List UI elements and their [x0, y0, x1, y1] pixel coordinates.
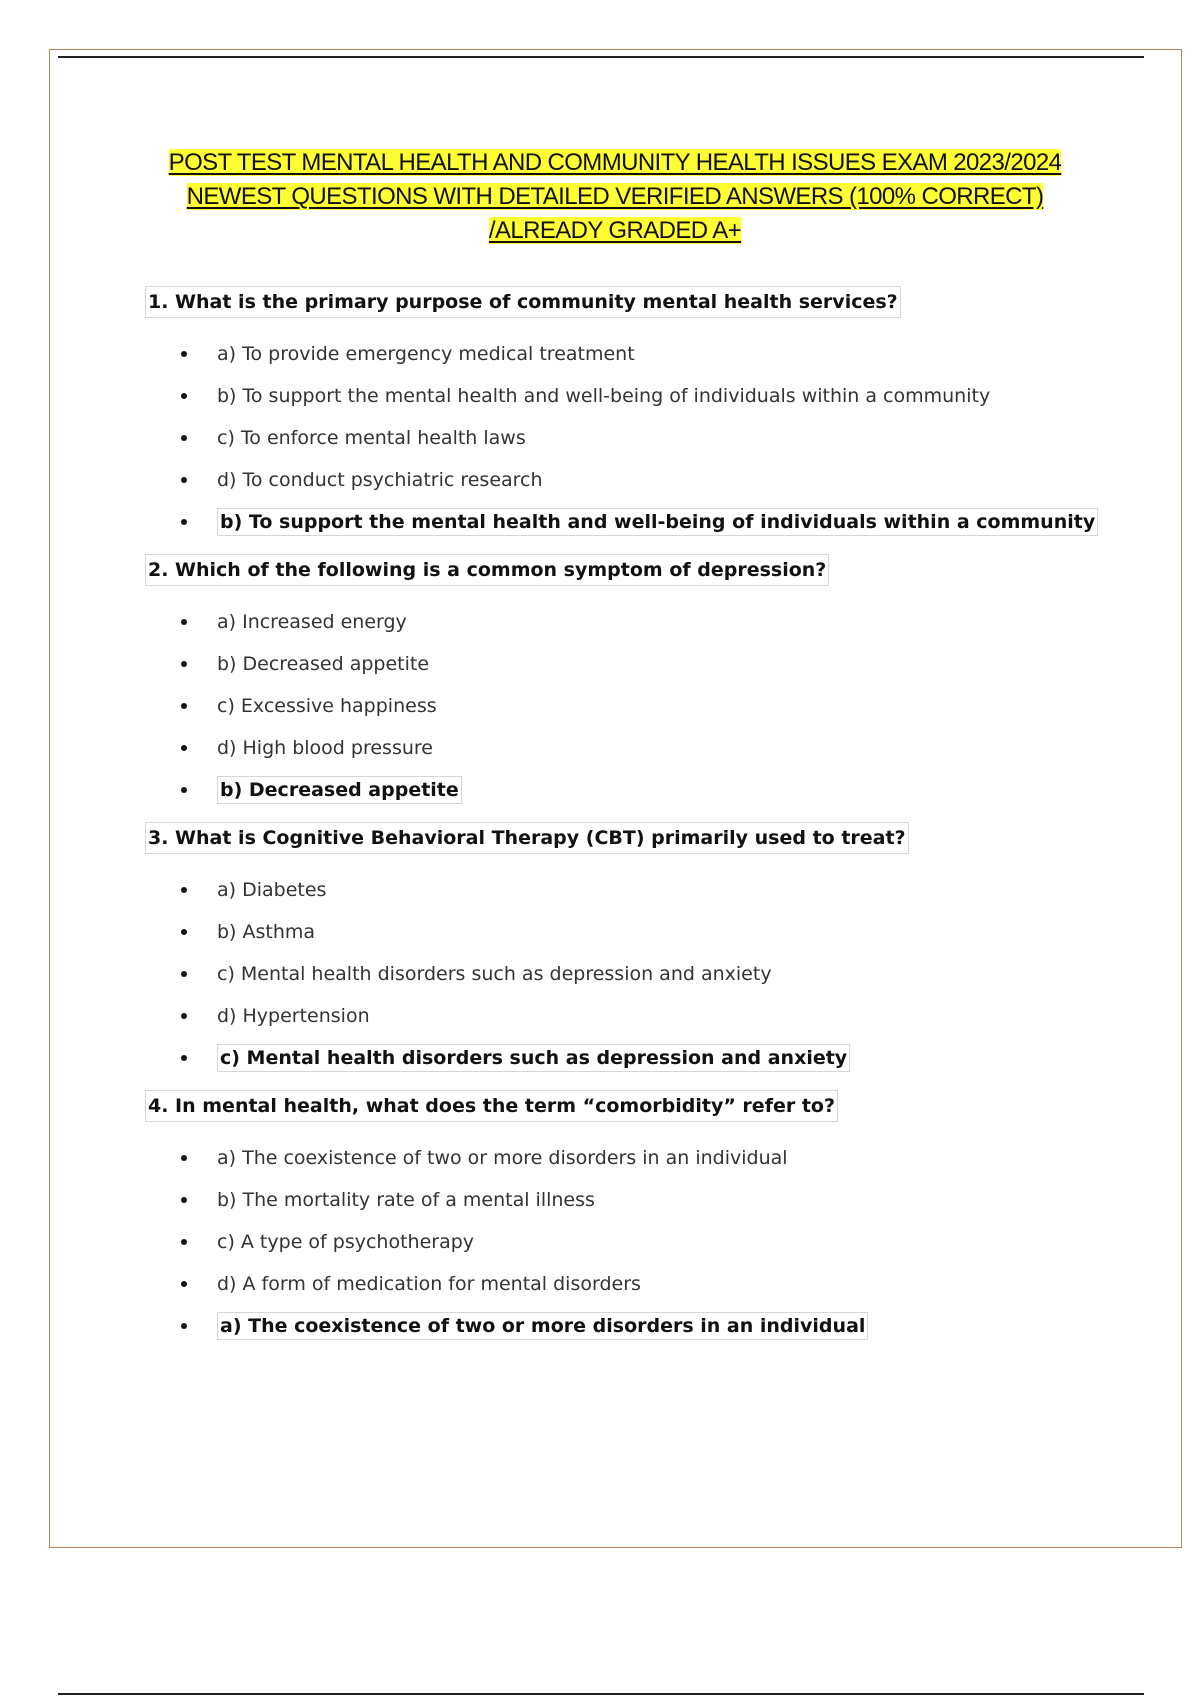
- question-title: 1. What is the primary purpose of community mental health services?: [145, 286, 901, 318]
- option-text: c) Mental health disorders such as depression and anxiety: [217, 963, 772, 985]
- bullet-icon: [181, 393, 187, 399]
- option-text: d) To conduct psychiatric research: [217, 469, 543, 491]
- option-text: d) Hypertension: [217, 1005, 370, 1027]
- answer-item: [145, 776, 1145, 804]
- option-text: a) Increased energy: [217, 611, 407, 633]
- option-text: a) Diabetes: [217, 879, 327, 901]
- bullet-icon: [181, 661, 187, 667]
- bullet-icon: [181, 1055, 187, 1061]
- option-item: [145, 650, 1145, 678]
- question-title: 3. What is Cognitive Behavioral Therapy (CBT) primarily used to treat?: [145, 822, 909, 854]
- title-line-3: /ALREADY GRADED A+: [488, 217, 742, 244]
- bullet-icon: [181, 887, 187, 893]
- option-text: b) Asthma: [217, 921, 316, 943]
- bullet-icon: [181, 787, 187, 793]
- option-text: b) The mortality rate of a mental illness: [217, 1189, 595, 1211]
- bullet-icon: [181, 1155, 187, 1161]
- bullet-icon: [181, 435, 187, 441]
- option-item: [145, 340, 1145, 368]
- bullet-icon: [181, 1013, 187, 1019]
- correct-answer: b) Decreased appetite: [217, 776, 462, 804]
- option-text: a) The coexistence of two or more disorders in an individual: [217, 1147, 788, 1169]
- option-item: [145, 734, 1145, 762]
- option-text: a) To provide emergency medical treatment: [217, 343, 635, 365]
- bullet-icon: [181, 1197, 187, 1203]
- question-title: 4. In mental health, what does the term “comorbidity” refer to?: [145, 1090, 838, 1122]
- option-item: [145, 608, 1145, 636]
- question-block: [145, 1090, 1145, 1340]
- option-item: [145, 1228, 1145, 1256]
- option-text: c) A type of psychotherapy: [217, 1231, 475, 1253]
- question-title: 2. Which of the following is a common symptom of depression?: [145, 554, 829, 586]
- footer-rule: [58, 1693, 1144, 1695]
- bullet-icon: [181, 477, 187, 483]
- bullet-icon: [181, 1281, 187, 1287]
- option-item: [145, 382, 1145, 410]
- option-text: c) Excessive happiness: [217, 695, 437, 717]
- title-line-1: POST TEST MENTAL HEALTH AND COMMUNITY HEALTH ISSUES EXAM 2023/2024: [168, 149, 1062, 176]
- correct-answer: b) To support the mental health and well-being of individuals within a community: [217, 508, 1098, 536]
- option-text: d) High blood pressure: [217, 737, 433, 759]
- correct-answer: a) The coexistence of two or more disorders in an individual: [217, 1312, 868, 1340]
- option-item: [145, 466, 1145, 494]
- option-list: [145, 1144, 1145, 1340]
- document-title: [140, 146, 1090, 248]
- answer-item: [145, 1312, 1145, 1340]
- option-item: [145, 960, 1145, 988]
- option-item: [145, 692, 1145, 720]
- question-block: [145, 822, 1145, 1072]
- bullet-icon: [181, 929, 187, 935]
- option-item: [145, 1002, 1145, 1030]
- option-list: [145, 340, 1145, 536]
- option-text: d) A form of medication for mental disorders: [217, 1273, 641, 1295]
- question-block: [145, 286, 1145, 536]
- option-text: b) Decreased appetite: [217, 653, 430, 675]
- option-item: [145, 918, 1145, 946]
- bullet-icon: [181, 971, 187, 977]
- title-line-2: NEWEST QUESTIONS WITH DETAILED VERIFIED ANSWERS (100% CORRECT): [186, 183, 1044, 210]
- bullet-icon: [181, 519, 187, 525]
- header-rule: [58, 56, 1144, 58]
- bullet-icon: [181, 1239, 187, 1245]
- option-list: [145, 876, 1145, 1072]
- question-block: [145, 554, 1145, 804]
- question-list: [145, 286, 1145, 1358]
- answer-item: [145, 1044, 1145, 1072]
- bullet-icon: [181, 745, 187, 751]
- option-item: [145, 1270, 1145, 1298]
- option-item: [145, 1144, 1145, 1172]
- bullet-icon: [181, 703, 187, 709]
- bullet-icon: [181, 1323, 187, 1329]
- option-text: b) To support the mental health and well-being of individuals within a community: [217, 385, 991, 407]
- bullet-icon: [181, 619, 187, 625]
- option-item: [145, 876, 1145, 904]
- option-list: [145, 608, 1145, 804]
- correct-answer: c) Mental health disorders such as depression and anxiety: [217, 1044, 850, 1072]
- option-item: [145, 1186, 1145, 1214]
- answer-item: [145, 508, 1145, 536]
- option-item: [145, 424, 1145, 452]
- bullet-icon: [181, 351, 187, 357]
- option-text: c) To enforce mental health laws: [217, 427, 526, 449]
